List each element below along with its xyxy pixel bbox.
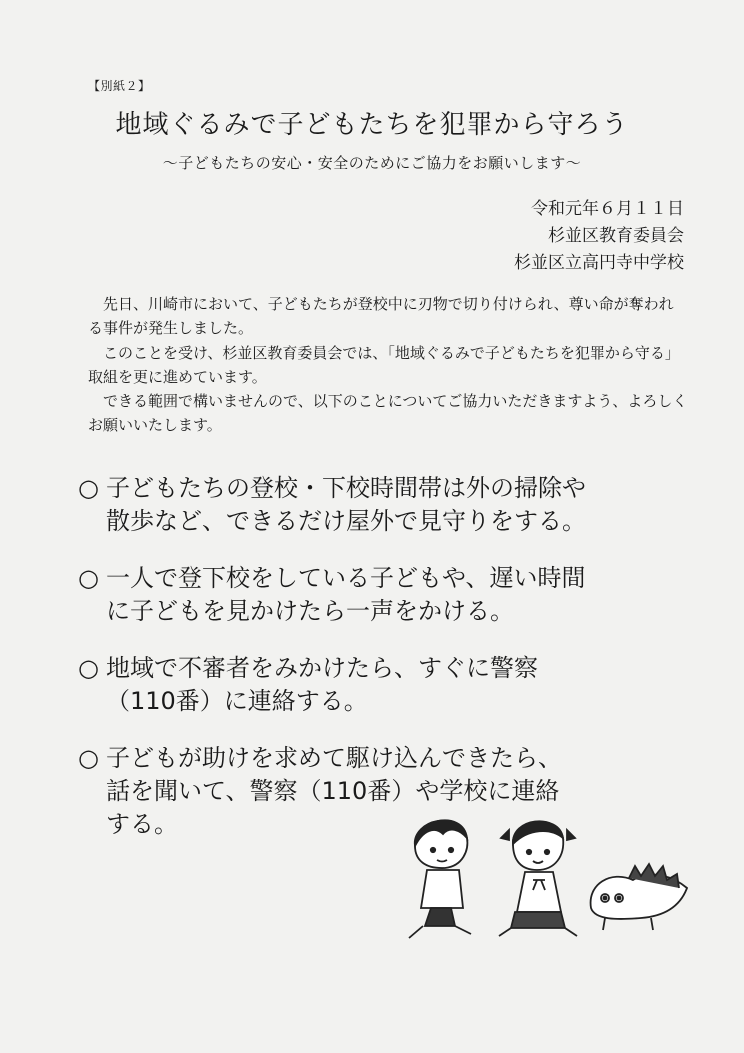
request-item	[78, 652, 708, 718]
circle-bullet: ○	[78, 744, 99, 772]
request-line: に子どもを見かけたら一声をかける。	[106, 597, 514, 625]
request-line: する。	[106, 810, 178, 838]
paragraph: 先日、川崎市において、子どもたちが登校中に刃物で切り付けられ、尊い命が奪われる事件が発生しました。	[88, 295, 674, 338]
issue-date: 令和元年６月１１日	[531, 199, 684, 219]
issue-info	[514, 196, 684, 277]
request-line: 子どもたちの登校・下校時間帯は外の掃除や	[106, 474, 586, 502]
issuer-school: 杉並区立高円寺中学校	[514, 253, 684, 273]
request-item	[78, 472, 708, 538]
paragraph: このことを受け、杉並区教育委員会では、「地域ぐるみで子どもたちを犯罪から守る」取組を更に進めています。	[88, 343, 680, 386]
request-list	[78, 472, 708, 865]
page-title: 地域ぐるみで子どもたちを犯罪から守ろう	[115, 110, 629, 140]
circle-bullet: ○	[78, 564, 99, 592]
request-line: （110番）に連絡する。	[106, 687, 368, 715]
attachment-tag: 【別紙２】	[88, 79, 151, 93]
paragraph: できる範囲で構いませんので、以下のことについてご協力いただきますよう、よろしくお願いいたします。	[88, 392, 688, 435]
body-text	[88, 292, 688, 438]
boy-illustration	[409, 820, 471, 938]
creature-illustration	[591, 864, 687, 930]
request-line: 一人で登下校をしている子どもや、遅い時間	[106, 564, 586, 592]
request-line: 散歩など、できるだけ屋外で見守りをする。	[106, 507, 586, 535]
request-line: 地域で不審者をみかけたら、すぐに警察	[106, 654, 538, 682]
request-line: 話を聞いて、警察（110番）や学校に連絡	[106, 777, 560, 805]
children-illustration	[405, 808, 695, 948]
request-line: 子どもが助けを求めて駆け込んできたら、	[106, 744, 562, 772]
page-subtitle: ～子どもたちの安心・安全のためにご協力をお願いします～	[162, 154, 582, 172]
circle-bullet: ○	[78, 654, 99, 682]
issuer-board: 杉並区教育委員会	[548, 226, 684, 246]
girl-illustration	[499, 821, 577, 936]
circle-bullet: ○	[78, 474, 99, 502]
request-item	[78, 562, 708, 628]
